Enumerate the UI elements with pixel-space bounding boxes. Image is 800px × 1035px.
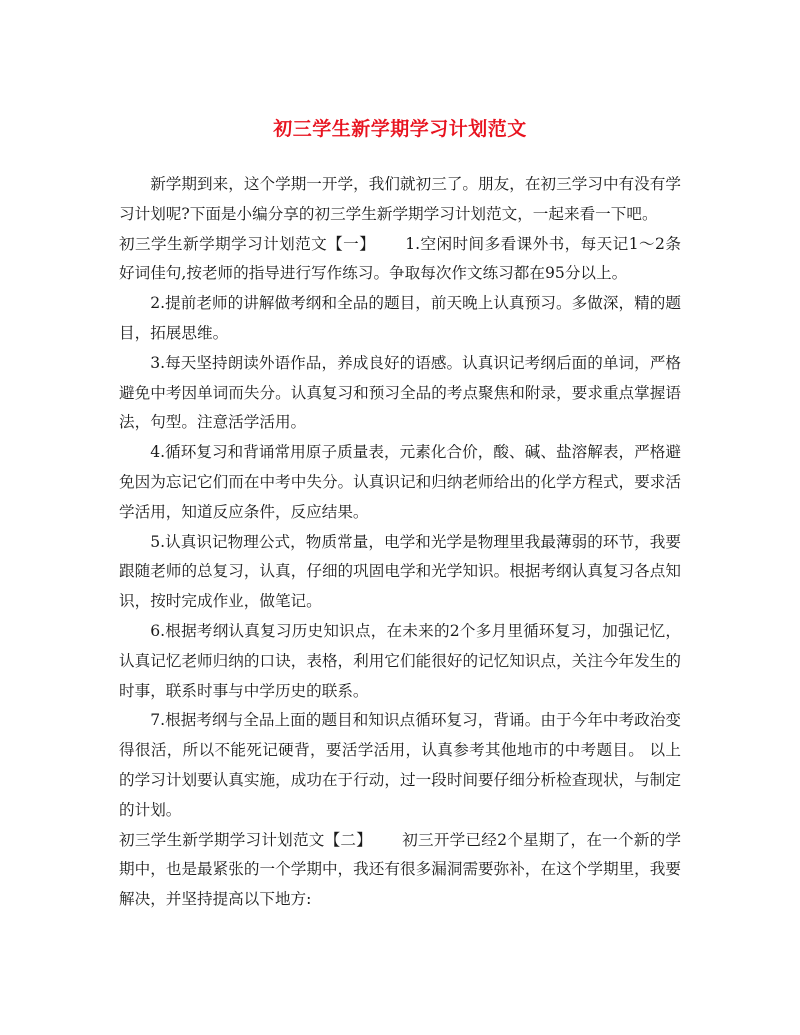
item-5: 5.认真识记物理公式，物质常量，电学和光学是物理里我最薄弱的环节，我要跟随老师的总复习，认真，仔细的巩固电学和光学知识。根据考纲认真复习各点知识，按时完成作业，做笔记。 (119, 532, 681, 611)
section-2-text: 初三开学已经2个星期了，在一个新的学期中，也是最紧张的一个学期中，我还有很多漏洞需要弥补，在这个学期里，我要解决，并坚持提高以下地方: (119, 830, 681, 909)
section-2-paragraph (119, 826, 681, 915)
item-2: 2.提前老师的讲解做考纲和全品的题目，前天晚上认真预习。多做深，精的题目，拓展思维。 (119, 294, 681, 342)
section-1-heading: 初三学生新学期学习计划范文【一】 (119, 234, 376, 253)
section-1-paragraph (119, 230, 681, 290)
item-4: 4.循环复习和背诵常用原子质量表，元素化合价，酸、碱、盐溶解表，严格避免因为忘记它们而在中考中失分。认真识记和归纳老师给出的化学方程式，要求活学活用，知道反应条件，反应结果。 (119, 443, 681, 521)
section-2-heading: 初三学生新学期学习计划范文【二】 (119, 830, 373, 849)
item-7: 7.根据考纲与全品上面的题目和知识点循环复习，背诵。由于今年中考政治变得很活，所以不能死记硬背，要活学活用，认真参考其他地市的中考题目。 以上的学习计划要认真实施，成功在于行动，过一段时间要仔细分析检查现状，与制定的计划。 (119, 711, 681, 819)
item-6: 6.根据考纲认真复习历史知识点，在未来的2个多月里循环复习，加强记忆，认真记忆老师归纳的口诀，表格，利用它们能很好的记忆知识点，关注今年发生的时事，联系时事与中学历史的联系。 (119, 621, 681, 700)
item-3: 3.每天坚持朗读外语作品，养成良好的语感。认真识记考纲后面的单词，严格避免中考因单词而失分。认真复习和预习全品的考点聚焦和附录，要求重点掌握语法，句型。注意活学活用。 (119, 353, 681, 432)
intro-paragraph: 新学期到来，这个学期一开学，我们就初三了。朋友，在初三学习中有没有学习计划呢?下面是小编分享的初三学生新学期学习计划范文，一起来看一下吧。 (119, 175, 681, 223)
document-body (119, 170, 681, 915)
document-title: 初三学生新学期学习计划范文 (273, 118, 527, 140)
item-1: 1.空闲时间多看课外书，每天记1～2条好词佳句,按老师的指导进行写作练习。争取每次作文练习都在95分以上。 (119, 234, 681, 283)
